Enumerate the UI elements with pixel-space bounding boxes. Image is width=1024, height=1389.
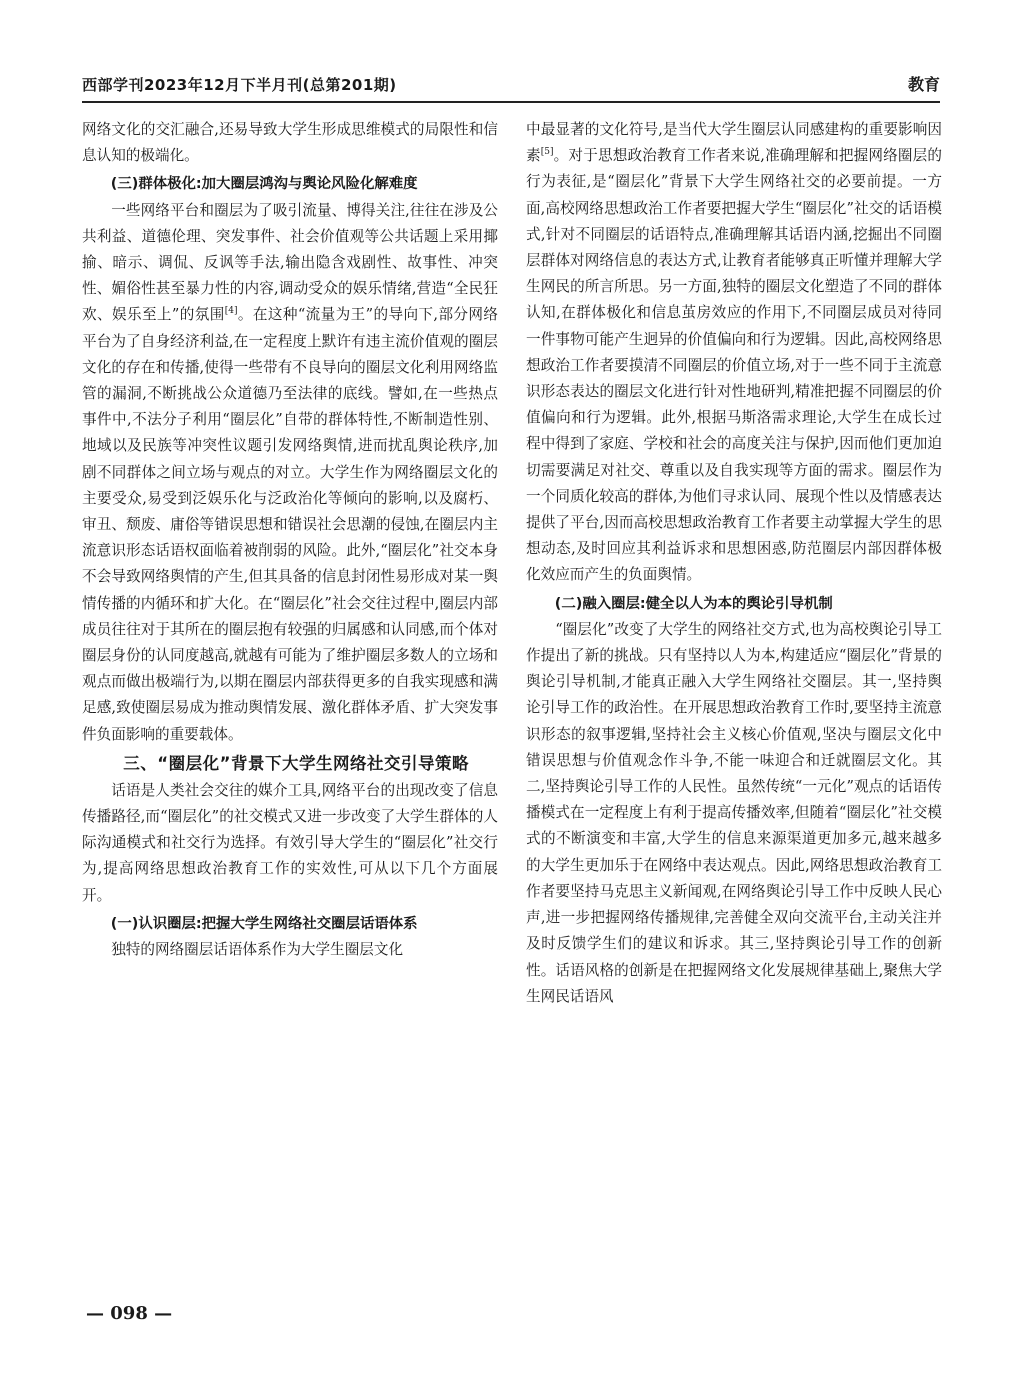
paragraph: 独特的网络圈层话语体系作为大学生圈层文化 xyxy=(111,941,404,959)
section-name: 教育 xyxy=(907,75,940,94)
running-header xyxy=(82,70,940,100)
right-column xyxy=(526,117,942,1010)
paragraph: 话语是人类社会交往的媒介工具,网络平台的出现改变了信息传播路径,而“圈层化”的社交模式又进一步改变了大学生群体的人际沟通模式和社交行为选择。有效引导大学生的“圈层化”社交行为,提高网络思想政治教育工作的实效性,可从以下几个方面展开。 xyxy=(82,781,498,904)
paragraph-text: 一些网络平台和圈层为了吸引流量、博得关注,往往在涉及公共利益、道德伦理、突发事件、社会价值观等公共话题上采用揶揄、暗示、调侃、反讽等手法,输出隐含戏剧性、故事性、冲突性、媚俗性甚至暴力性的内容,调动受众的娱乐情绪,营造“全民狂欢、娱乐至上”的氛围 xyxy=(82,201,498,324)
paragraph: “圈层化”改变了大学生的网络社交方式,也为高校舆论引导工作提出了新的挑战。只有坚持以人为本,构建适应“圈层化”背景的舆论引导机制,才能真正融入大学生网络社交圈层。其一,坚持舆论引导工作的政治性。在开展思想政治教育工作时,要坚持主流意识形态的叙事逻辑,坚持社会主义核心价值观,坚决与圈层文化中错误思想与价值观念作斗争,不能一味迎合和迁就圈层文化。其二,坚持舆论引导工作的人民性。虽然传统“一元化”观点的话语传播模式在一定程度上有利于提高传播效率,但随着“圈层化”社交模式的不断演变和丰富,大学生的信息来源渠道更加多元,越来越多的大学生更加乐于在网络中表达观点。因此,网络思想政治教育工作者要坚持马克思主义新闻观,在网络舆论引导工作中反映人民心声,进一步把握网络传播规律,完善健全双向交流平台,主动关注并及时反馈学生们的建议和诉求。其三,坚持舆论引导工作的创新性。话语风格的创新是在把握网络文化发展规律基础上,聚焦大学生网民话语风 xyxy=(526,620,942,1005)
left-column xyxy=(82,117,498,963)
paragraph-text: 中最显著的文化符号,是当代大学生圈层认同感建构的重要影响因素 xyxy=(526,121,942,165)
section-heading: 三、“圈层化”背景下大学生网络社交引导策略 xyxy=(123,753,469,773)
citation-marker: [4] xyxy=(224,306,238,317)
subsection-heading: (三)群体极化:加大圈层鸿沟与舆论风险化解难度 xyxy=(110,176,418,193)
paragraph: 网络文化的交汇融合,还易导致大学生形成思维模式的局限性和信息认知的极端化。 xyxy=(82,121,498,165)
journal-title: 西部学刊2023年12月下半月刊(总第201期) xyxy=(82,76,397,94)
subsection-heading: (二)融入圈层:健全以人为本的舆论引导机制 xyxy=(554,595,833,612)
header-rule xyxy=(82,101,940,103)
paragraph-text: 。对于思想政治教育工作者来说,准确理解和把握网络圈层的行为表征,是“圈层化”背景下大学生网络社交的必要前提。一方面,高校网络思想政治工作者要把握大学生“圈层化”社交的话语模式,针对不同圈层的话语特点,准确理解其话语内涵,挖掘出不同圈层群体对网络信息的表达方式,让教育者能够真正听懂并理解大学生网民的所言所思。另一方面,独特的圈层文化塑造了不同的群体认知,在群体极化和信息茧房效应的作用下,不同圈层成员对待同一件事物可能产生迥异的价值偏向和行为逻辑。因此,高校网络思想政治工作者要摸清不同圈层的价值立场,对于一些不同于主流意识形态表达的圈层文化进行针对性地研判,精准把握不同圈层的价值偏向和行为逻辑。此外,根据马斯洛需求理论,大学生在成长过程中得到了家庭、学校和社会的高度关注与保护,因而他们更加迫切需要满足对社交、尊重以及自我实现等方面的需求。圈层作为一个同质化较高的群体,为他们寻求认同、展现个性以及情感表达提供了平台,因而高校思想政治教育工作者要主动掌握大学生的思想动态,及时回应其利益诉求和思想困惑,防范圈层内部因群体极化效应而产生的负面舆情。 xyxy=(526,147,942,584)
page-number: — 098 — xyxy=(86,1303,173,1324)
paragraph-text: 。在这种“流量为王”的导向下,部分网络平台为了自身经济利益,在一定程度上默许有违主流价值观的圈层文化的存在和传播,使得一些带有不良导向的圈层文化利用网络监管的漏洞,不断挑战公众道德乃至法律的底线。譬如,在一些热点事件中,不法分子利用“圈层化”自带的群体特性,不断制造性别、地域以及民族等冲突性议题引发网络舆情,进而扰乱舆论秩序,加剧不同群体之间立场与观点的对立。大学生作为网络圈层文化的主要受众,易受到泛娱乐化与泛政治化等倾向的影响,以及腐朽、审丑、颓废、庸俗等错误思想和错误社会思潮的侵蚀,在圈层内主流意识形态话语权面临着被削弱的风险。此外,“圈层化”社交本身不会导致网络舆情的产生,但其具备的信息封闭性易形成对某一舆情传播的内循环和扩大化。在“圈层化”社会交往过程中,圈层内部成员往往对于其所在的圈层抱有较强的归属感和认同感,而个体对圈层身份的认同度越高,就越有可能为了维护圈层多数人的立场和观点而做出极端行为,以期在圈层内部获得更多的自我实现感和满足感,致使圈层易成为推动舆情发展、激化群体矛盾、扩大突发事件负面影响的重要载体。 xyxy=(82,306,498,743)
paragraph xyxy=(82,198,498,748)
subsection-heading: (一)认识圈层:把握大学生网络社交圈层话语体系 xyxy=(110,915,418,932)
paragraph xyxy=(526,117,942,589)
citation-marker: [5] xyxy=(540,147,554,158)
